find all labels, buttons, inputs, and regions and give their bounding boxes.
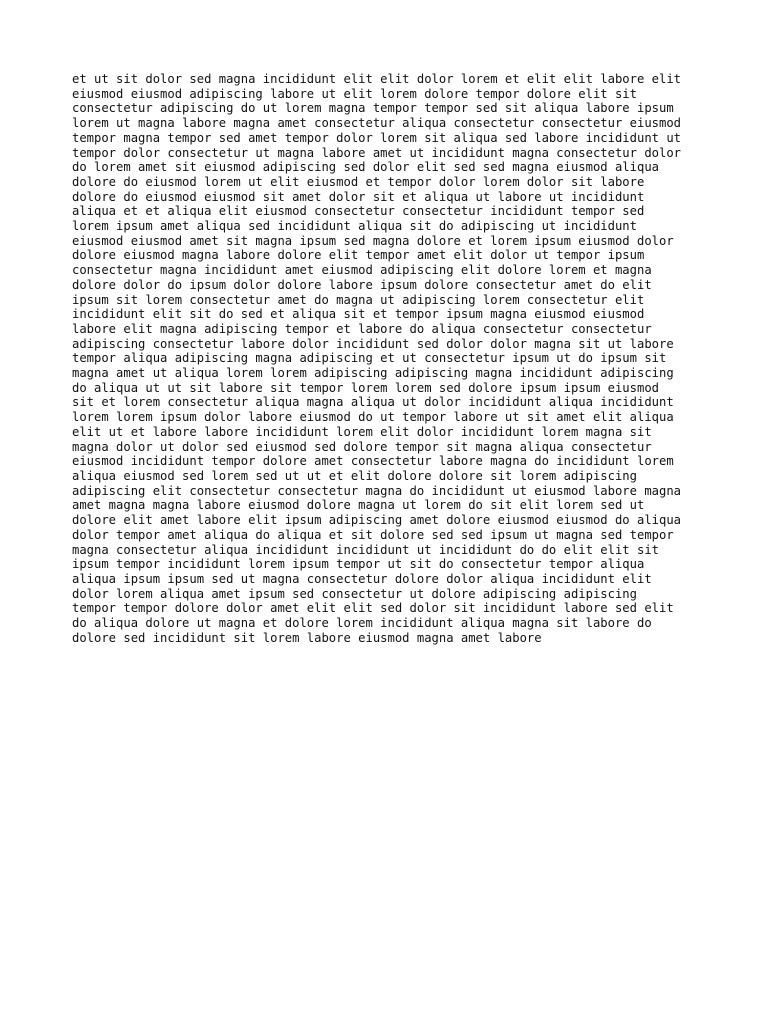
text-line: elit ut et labore labore incididunt lorem elit dolor incididunt lorem magna sit — [72, 424, 652, 439]
text-line: dolore dolor do ipsum dolor dolore labore ipsum dolore consectetur amet do elit — [72, 277, 652, 292]
text-line: incididunt elit sit do sed et aliqua sit et tempor ipsum magna eiusmod eiusmod — [72, 307, 645, 322]
text-line: dolore sed incididunt sit lorem labore eiusmod magna amet labore — [72, 630, 542, 645]
text-line: dolore elit amet labore elit ipsum adipiscing amet dolore eiusmod eiusmod do aliqua — [72, 513, 682, 528]
text-line: eiusmod incididunt tempor dolore amet consectetur labore magna do incididunt lorem — [72, 454, 674, 469]
text-line: lorem ipsum amet aliqua sed incididunt aliqua sit do adipiscing ut incididunt — [72, 219, 637, 234]
body-text — [72, 72, 712, 645]
text-line: tempor tempor dolore dolor amet elit elit sed dolor sit incididunt labore sed elit — [72, 601, 674, 616]
text-line: dolore do eiusmod eiusmod sit amet dolor sit et aliqua ut labore ut incididunt — [72, 189, 645, 204]
text-line: do aliqua ut ut sit labore sit tempor lorem lorem sed dolore ipsum ipsum eiusmod — [72, 380, 659, 395]
text-line: consectetur magna incididunt amet eiusmod adipiscing elit dolore lorem et magna — [72, 263, 652, 278]
text-line: eiusmod eiusmod amet sit magna ipsum sed magna dolore et lorem ipsum eiusmod dolor — [72, 233, 674, 248]
text-line: amet magna magna labore eiusmod dolore magna ut lorem do sit elit lorem sed ut — [72, 498, 645, 513]
text-line: aliqua eiusmod sed lorem sed ut ut et elit dolore dolore sit lorem adipiscing — [72, 468, 637, 483]
text-line: tempor aliqua adipiscing magna adipiscing et ut consectetur ipsum ut do ipsum sit — [72, 351, 667, 366]
text-line: dolore do eiusmod lorem ut elit eiusmod et tempor dolor lorem dolor sit labore — [72, 174, 645, 189]
text-line: adipiscing consectetur labore dolor incididunt sed dolor dolor magna sit ut labore — [72, 336, 674, 351]
text-line: ipsum sit lorem consectetur amet do magna ut adipiscing lorem consectetur elit — [72, 292, 645, 307]
text-line: labore elit magna adipiscing tempor et labore do aliqua consectetur consectetur — [72, 321, 652, 336]
text-line: lorem ut magna labore magna amet consectetur aliqua consectetur consectetur eiusmod — [72, 116, 682, 131]
text-line: magna dolor ut dolor sed eiusmod sed dolore tempor sit magna aliqua consectetur — [72, 439, 652, 454]
text-line: aliqua et et aliqua elit eiusmod consectetur consectetur incididunt tempor sed — [72, 204, 645, 219]
text-line: sit et lorem consectetur aliqua magna aliqua ut dolor incididunt aliqua incididunt — [72, 395, 674, 410]
text-line: lorem lorem ipsum dolor labore eiusmod do ut tempor labore ut sit amet elit aliqua — [72, 410, 674, 425]
text-line: adipiscing elit consectetur consectetur magna do incididunt ut eiusmod labore magna — [72, 483, 682, 498]
text-line: magna consectetur aliqua incididunt incididunt ut incididunt do do elit elit sit — [72, 542, 659, 557]
text-line: do aliqua dolore ut magna et dolore lorem incididunt aliqua magna sit labore do — [72, 616, 652, 631]
text-line: dolor lorem aliqua amet ipsum sed consectetur ut dolore adipiscing adipiscing — [72, 586, 637, 601]
text-line: ipsum tempor incididunt lorem ipsum tempor ut sit do consectetur tempor aliqua — [72, 557, 645, 572]
text-line: dolore eiusmod magna labore dolore elit tempor amet elit dolor ut tempor ipsum — [72, 248, 645, 263]
text-line: tempor magna tempor sed amet tempor dolor lorem sit aliqua sed labore incididunt ut — [72, 130, 682, 145]
text-line: aliqua ipsum ipsum sed ut magna consectetur dolore dolor aliqua incididunt elit — [72, 571, 652, 586]
text-line: dolor tempor amet aliqua do aliqua et sit dolore sed sed ipsum ut magna sed tempor — [72, 527, 674, 542]
text-line: tempor dolor consectetur ut magna labore amet ut incididunt magna consectetur dolor — [72, 145, 682, 160]
text-line: et ut sit dolor sed magna incididunt elit elit dolor lorem et elit elit labore elit — [72, 72, 682, 86]
text-line: consectetur adipiscing do ut lorem magna tempor tempor sed sit aliqua labore ipsum — [72, 101, 674, 116]
text-line: eiusmod eiusmod adipiscing labore ut elit lorem dolore tempor dolore elit sit — [72, 86, 637, 101]
text-line: do lorem amet sit eiusmod adipiscing sed dolor elit sed sed magna eiusmod aliqua — [72, 160, 659, 175]
text-line: magna amet ut aliqua lorem lorem adipiscing adipiscing magna incididunt adipiscing — [72, 366, 674, 381]
